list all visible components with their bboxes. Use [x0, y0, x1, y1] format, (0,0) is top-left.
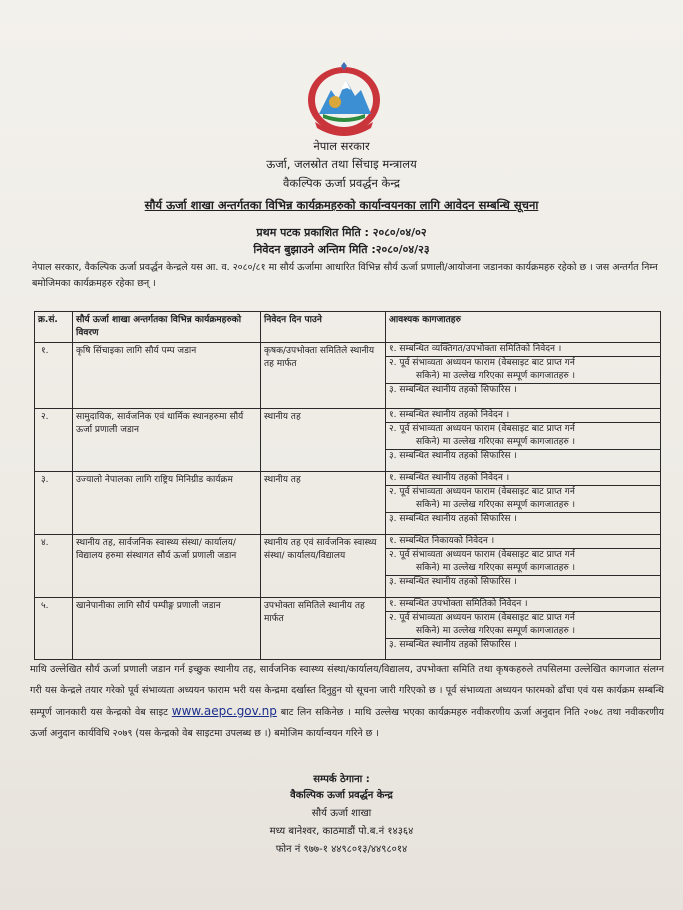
row-sn: ४. — [35, 535, 73, 598]
contact-phone: फोन नं ९७७-१ ४४९८०१३/४४९८०१४ — [275, 844, 408, 855]
col-header-eligible: निवेदन दिन पाउने — [261, 312, 386, 343]
row-sn: ५. — [35, 598, 73, 660]
closing-paragraph — [30, 659, 664, 744]
doc-item: सकिने) मा उल्लेख गरिएका सम्पूर्ण कागजातहरु । — [386, 625, 660, 639]
row-docs — [386, 535, 661, 598]
published-date: प्रथम पटक प्रकाशित मिति : २०८०/०४/०२ — [256, 226, 427, 239]
doc-item: १. सम्बन्धित व्यक्तिगत/उपभोक्ता समितिको निवेदन । — [386, 343, 660, 357]
deadline-date: निवेदन बुझाउने अन्तिम मिति :२०८०/०४/२३ — [253, 243, 430, 256]
doc-item: १. सम्बन्धित निकायको निवेदन । — [386, 535, 660, 549]
table-row — [35, 409, 661, 472]
doc-item: सकिने) मा उल्लेख गरिएका सम्पूर्ण कागजातहरु । — [386, 436, 660, 450]
doc-item: १. सम्बन्धित स्थानीय तहको निवेदन । — [386, 472, 660, 486]
row-program: खानेपानीका लागि सौर्य पम्पीङ्ग प्रणाली जडान — [73, 598, 261, 660]
contact-heading: सम्पर्क ठेगाना : — [313, 774, 370, 785]
header-center: वैकल्पिक ऊर्जा प्रवर्द्धन केन्द्र — [282, 176, 400, 190]
notice-title: सौर्य ऊर्जा शाखा अन्तर्गतका विभिन्न कार्यक्रमहरुको कार्यान्वयनका लागि आवेदन सम्बन्धि सूचना — [144, 198, 539, 212]
row-program: उज्यालो नेपालका लागि राष्ट्रिय मिनिग्रीड कार्यक्रम — [73, 472, 261, 535]
doc-item: ३. सम्बन्धित स्थानीय तहको सिफारिस । — [389, 640, 517, 650]
programs-table — [34, 311, 661, 660]
col-header-program: सौर्य ऊर्जा शाखा अन्तर्गतका विभिन्न कार्यक्रमहरुको विवरण — [73, 312, 261, 343]
doc-item: २. पूर्व संभाव्यता अध्ययन फाराम (वेबसाइट बाट प्राप्त गर्न — [389, 613, 575, 623]
nepal-government-emblem-icon — [305, 62, 383, 136]
header-govt: नेपाल सरकार — [313, 139, 370, 153]
header-ministry: ऊर्जा, जलस्रोत तथा सिंचाइ मन्त्रालय — [266, 157, 417, 171]
row-sn: १. — [35, 343, 73, 409]
contact-section: सौर्य ऊर्जा शाखा — [311, 808, 372, 819]
table-row — [35, 535, 661, 598]
doc-item: सकिने) मा उल्लेख गरिएका सम्पूर्ण कागजातहरु । — [386, 562, 660, 576]
table-row — [35, 598, 661, 660]
doc-item: २. पूर्व संभाव्यता अध्ययन फाराम (वेबसाइट बाट प्राप्त गर्न — [389, 424, 575, 434]
doc-item: २. पूर्व संभाव्यता अध्ययन फाराम (वेबसाइट बाट प्राप्त गर्न — [389, 550, 575, 560]
row-sn: ३. — [35, 472, 73, 535]
doc-item: २. पूर्व संभाव्यता अध्ययन फाराम (वेबसाइट बाट प्राप्त गर्न — [389, 358, 575, 368]
closing-text-2: बाट लिन सकिनेछ । माथि उल्लेख भएका कार्यक्रमहरु नवीकरणीय ऊर्जा अनुदान निति २०७८ तथा नवीकरणीय ऊर्जा अनुदान कार्यविधि २०७९ (यस केन्द्रको वेब साइटमा उपलब्ध छ ।) बमोजिम कार्यान्वयन गरिने छ । — [30, 707, 664, 739]
row-eligible: स्थानीय तह — [261, 472, 386, 535]
contact-org: वैकल्पिक ऊर्जा प्रवर्द्धन केन्द्र — [290, 790, 393, 801]
intro-paragraph: नेपाल सरकार, वैकल्पिक ऊर्जा प्रवर्द्धन केन्द्रले यस आ. व. २०८०/८१ मा सौर्य ऊर्जामा आधारित विभिन्न सौर्य ऊर्जा प्रणाली/आयोजना जडानका कार्यक्रमहरु रहेको छ । जस अन्तर्गत निम्न बमोजिमका कार्यक्रमहरु रहेका छन् । — [32, 262, 658, 289]
row-docs — [386, 409, 661, 472]
doc-item: ३. सम्बन्धित स्थानीय तहको सिफारिस । — [389, 577, 517, 587]
row-docs — [386, 343, 661, 409]
doc-item: १. सम्बन्धित उपभोक्ता समितिको निवेदन । — [386, 598, 660, 612]
row-program: सामुदायिक, सार्वजनिक एवं धार्मिक स्थानहरुमा सौर्य ऊर्जा प्रणाली जडान — [73, 409, 261, 472]
table-row — [35, 472, 661, 535]
col-header-docs: आवश्यक कागजातहरु — [386, 312, 661, 343]
row-eligible: उपभोक्ता समितिले स्थानीय तह मार्फत — [261, 598, 386, 660]
row-eligible: स्थानीय तह — [261, 409, 386, 472]
row-eligible: स्थानीय तह एवं सार्वजनिक स्वास्थ्य संस्था/ कार्यालय/विद्यालय — [261, 535, 386, 598]
row-eligible: कृषक/उपभोक्ता समितिले स्थानीय तह मार्फत — [261, 343, 386, 409]
doc-item: सकिने) मा उल्लेख गरिएका सम्पूर्ण कागजातहरु । — [386, 499, 660, 513]
closing-text-1: माथि उल्लेखित सौर्य ऊर्जा प्रणाली जडान गर्न इच्छुक स्थानीय तह, सार्वजनिक स्वास्थ्य संस्था/कार्यालय/विद्यालय, उपभोक्ता समिति तथा कृषकहरुले तपसिलमा उल्लेखित कागजात संलग्न गरी यस केन्द्रले तयार गरेको पूर्व संभाव्यता अध्ययन फाराम भरी यस केन्द्रमा दर्खास्त दिनुहुन यो सूचना जारी गरिएको छ । पूर्व संभाव्यता अध्ययन फारमको ढाँचा एवं यस कार्यक्रम सम्बन्धि सम्पूर्ण जानकारी यस केन्द्रको वेब साइट — [30, 664, 664, 718]
doc-item: ३. सम्बन्धित स्थानीय तहको सिफारिस । — [389, 514, 517, 524]
contact-address: मध्य बानेश्वर, काठमाडौं पो.ब.नं १४३६४ — [269, 826, 414, 837]
doc-item: १. सम्बन्धित स्थानीय तहको निवेदन । — [386, 409, 660, 423]
row-sn: २. — [35, 409, 73, 472]
row-docs — [386, 472, 661, 535]
table-header-row — [35, 312, 661, 343]
aepc-website-link[interactable]: www.aepc.gov.np — [171, 704, 277, 718]
doc-item: सकिने) मा उल्लेख गरिएका सम्पूर्ण कागजातहरु । — [386, 370, 660, 384]
doc-item: ३. सम्बन्धित स्थानीय तहको सिफारिस । — [389, 451, 517, 461]
row-program: कृषि सिंचाइका लागि सौर्य पम्प जडान — [73, 343, 261, 409]
doc-item: ३. सम्बन्धित स्थानीय तहको सिफारिस । — [389, 385, 517, 395]
row-docs — [386, 598, 661, 660]
row-program: स्थानीय तह, सार्वजनिक स्वास्थ्य संस्था/ कार्यालय/ विद्यालय हरुमा संस्थागत सौर्य ऊर्जा प्रणाली जडान — [73, 535, 261, 598]
table-row — [35, 343, 661, 409]
doc-item: २. पूर्व संभाव्यता अध्ययन फाराम (वेबसाइट बाट प्राप्त गर्न — [389, 487, 575, 497]
col-header-sn: क्र.सं. — [35, 312, 73, 343]
